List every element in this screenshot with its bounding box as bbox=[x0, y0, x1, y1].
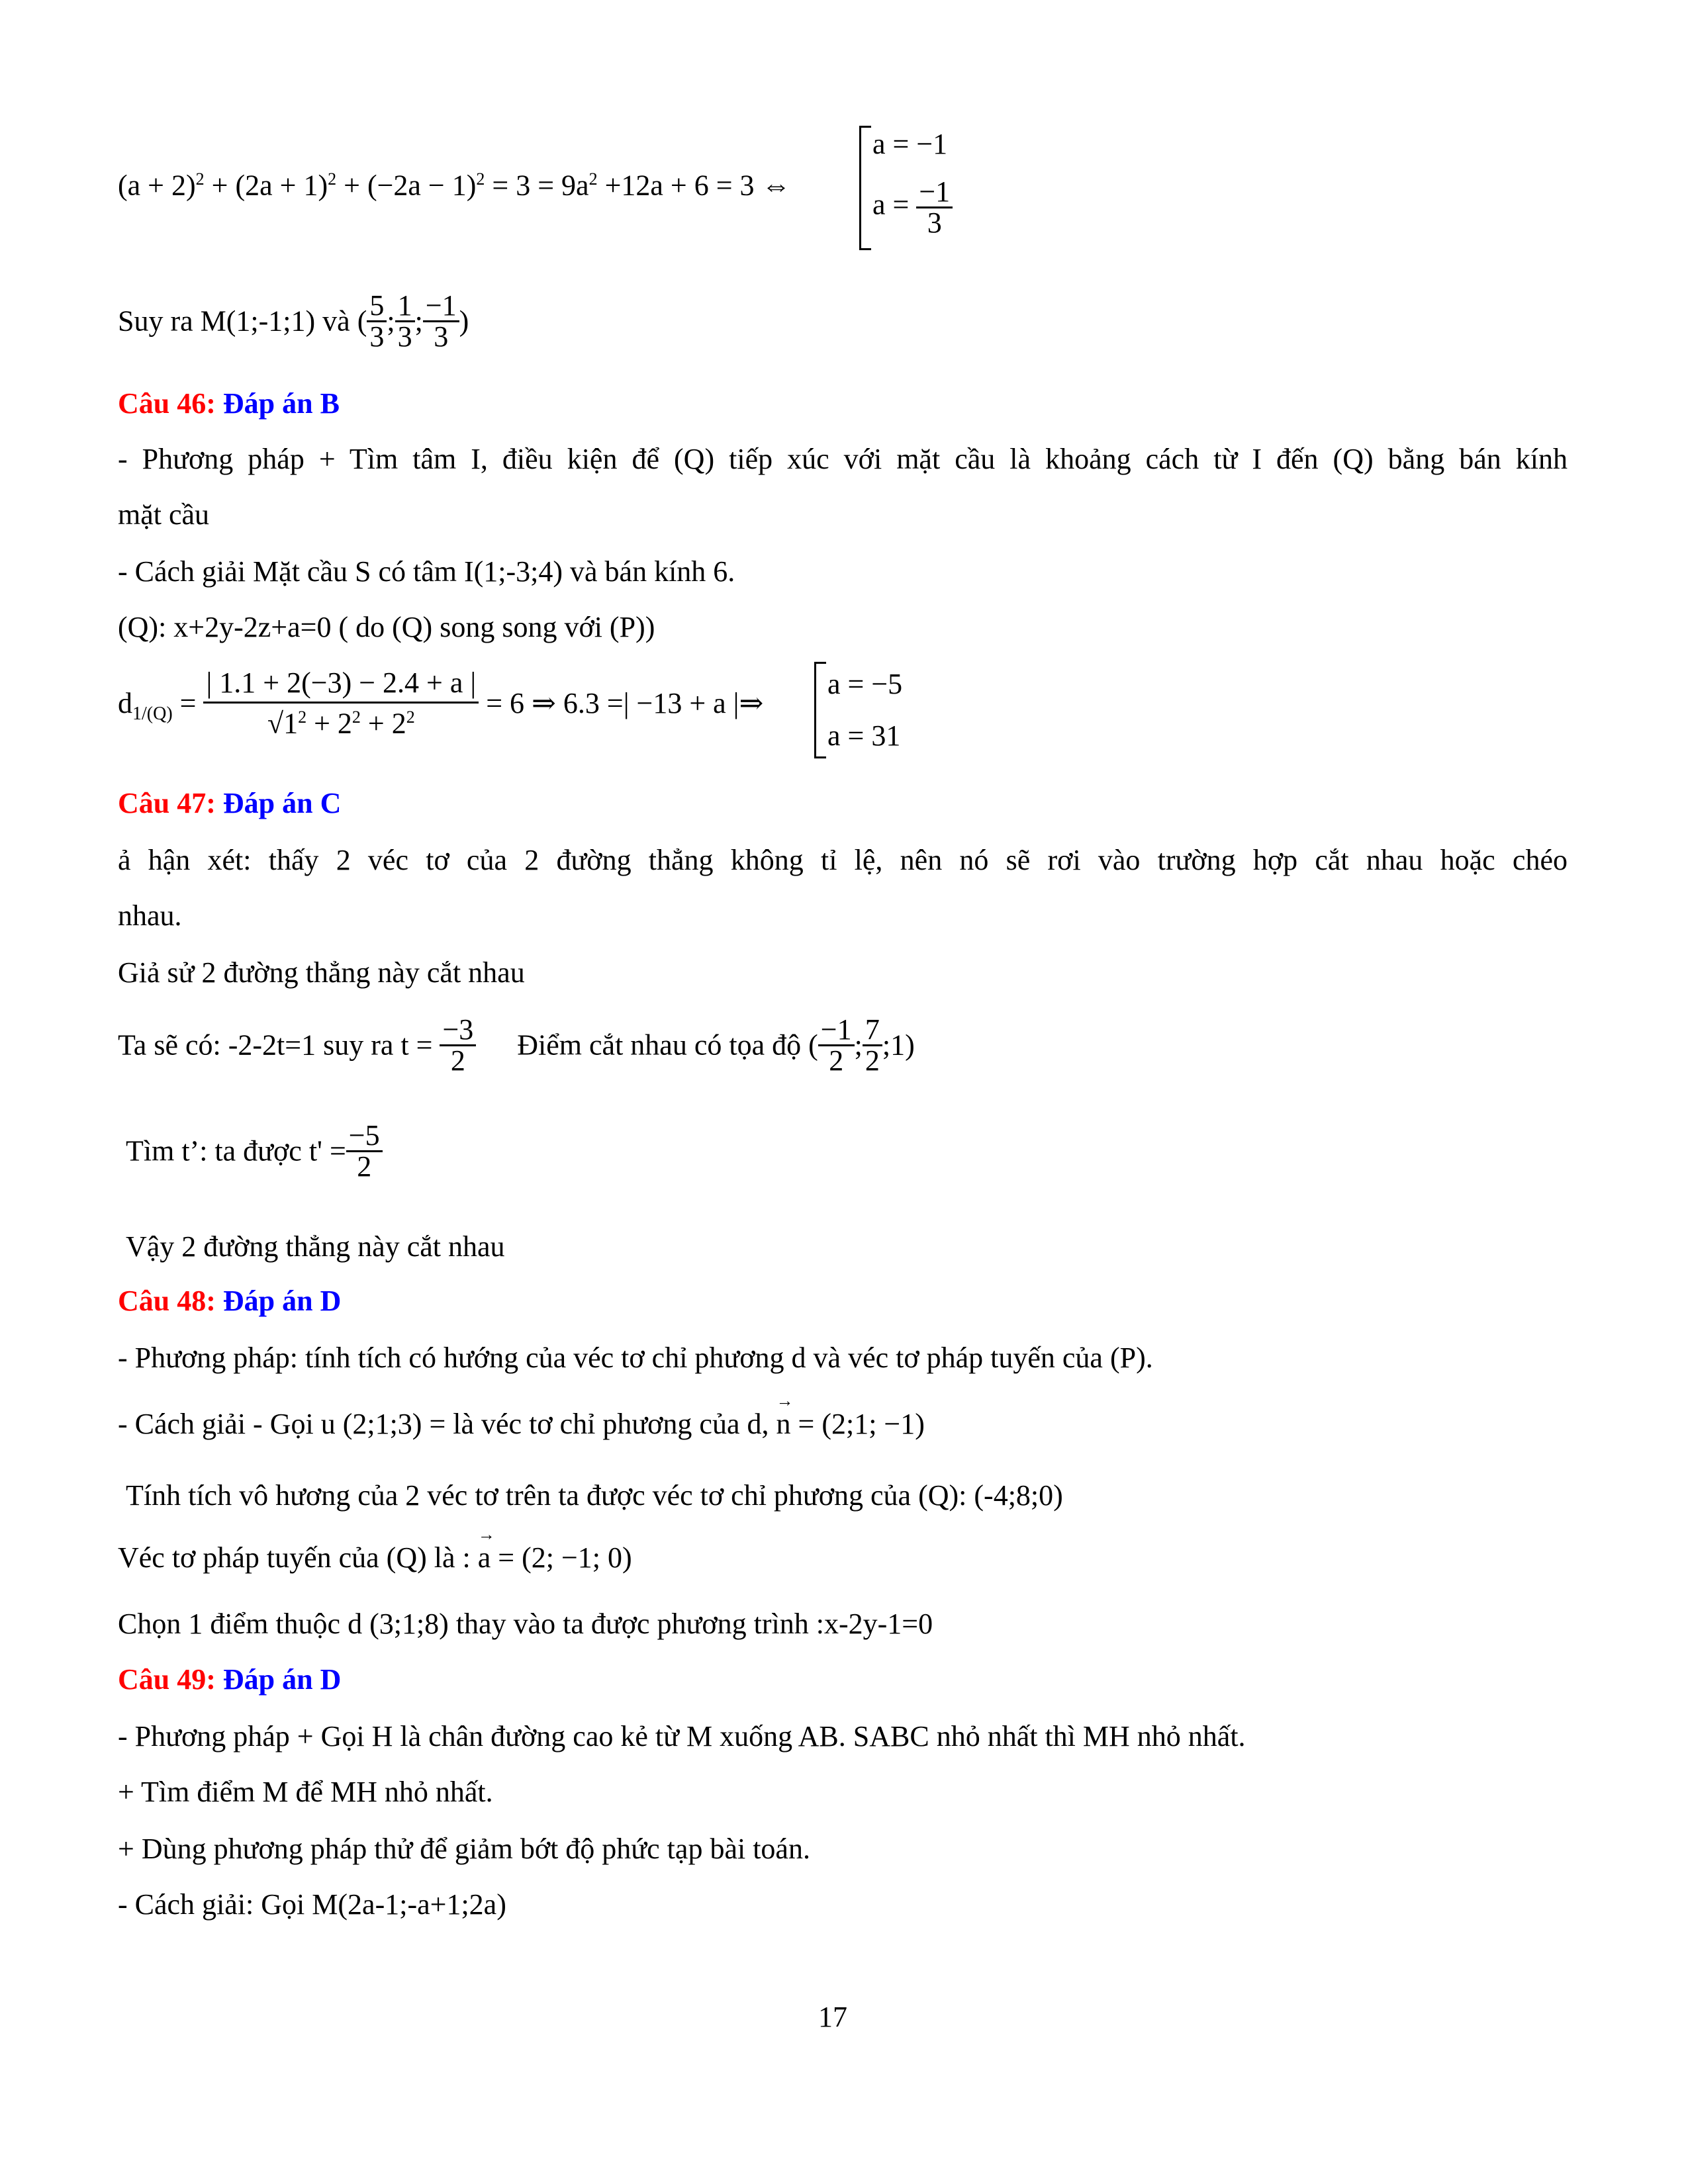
q47-line5 bbox=[126, 1121, 383, 1181]
eq1-root2-prefix: a = bbox=[872, 188, 910, 221]
q47-point-sep: ; bbox=[854, 1028, 863, 1062]
q46-answer: Đáp án B bbox=[222, 387, 340, 420]
q47-t-num: −3 bbox=[442, 1013, 474, 1046]
q46-frac bbox=[203, 668, 479, 739]
eq1-root2 bbox=[872, 177, 953, 238]
q48-line2-text: - Cách giải - Gọi u (2;1;3) = là véc tơ chỉ phương của d, bbox=[118, 1408, 769, 1440]
eq1-root2-frac bbox=[916, 177, 953, 238]
q46-frac-num: | 1.1 + 2(−3) − 2.4 + a | bbox=[206, 666, 477, 699]
q49-line1: - Phương pháp + Gọi H là chân đường cao kẻ từ M xuống AB. SABC nhỏ nhất thì MH nhỏ nhất. bbox=[118, 1720, 1246, 1752]
q46-frac-den: $√1^2 + 2^2 + 2^2$ bbox=[203, 702, 479, 739]
q46-after: = 6 ⇒ 6.3 =| −13 + a |⇒ bbox=[486, 686, 764, 719]
eq1-bracket bbox=[859, 126, 861, 250]
eq1-root2-num: −1 bbox=[919, 175, 951, 208]
suy-ra-close: ) bbox=[459, 304, 469, 338]
suy-ra-sep2: ; bbox=[414, 304, 423, 338]
q47-t-eq: t = bbox=[400, 1028, 433, 1062]
suy-ra-line bbox=[118, 291, 469, 351]
q48-label: Câu 48: bbox=[118, 1285, 216, 1317]
q49-heading bbox=[118, 1665, 341, 1694]
q46-root2: a = 31 bbox=[827, 719, 901, 752]
q47-point-text: Điểm cắt nhau có tọa độ bbox=[517, 1028, 802, 1062]
q47-p-n1: −1 bbox=[820, 1013, 852, 1046]
q47-label: Câu 47: bbox=[118, 787, 216, 819]
suy-ra-d1: 3 bbox=[367, 320, 387, 351]
eq1-sq2: 2 bbox=[328, 169, 337, 189]
q48-line1: - Phương pháp: tính tích có hướng của véc tơ chỉ phương d và véc tơ pháp tuyến của (P). bbox=[118, 1342, 1153, 1374]
q47-line3: Giả sử 2 đường thẳng này cắt nhau bbox=[118, 956, 525, 989]
suy-ra-frac2 bbox=[395, 291, 415, 351]
q46-den-3: + 2 bbox=[360, 707, 406, 740]
suy-ra-n1: 5 bbox=[369, 289, 385, 322]
suy-ra-text: Suy ra M(1;-1;1) và bbox=[118, 304, 350, 338]
q49-line4: - Cách giải: Gọi M(2a-1;-a+1;2a) bbox=[118, 1888, 506, 1921]
q46-bracket bbox=[814, 662, 816, 758]
q46-eq-sign: = bbox=[179, 686, 197, 719]
eq1-root1: a = −1 bbox=[872, 128, 948, 160]
q46-den-2: + 2 bbox=[306, 707, 352, 740]
q46-den-1: 1 bbox=[283, 707, 299, 740]
q48-answer: Đáp án D bbox=[222, 1285, 342, 1317]
eq1-sq1: 2 bbox=[195, 169, 205, 189]
eq1-mid: = 3 = 9a bbox=[485, 169, 589, 202]
equation-1 bbox=[118, 171, 791, 201]
q47-answer: Đáp án C bbox=[222, 787, 342, 819]
q49-line3: + Dùng phương pháp thử để giảm bớt độ phức tạp bài toán. bbox=[118, 1833, 810, 1865]
q47-tp-num: −5 bbox=[348, 1119, 380, 1152]
q47-point-frac2 bbox=[863, 1015, 882, 1075]
eq1-root2-den: 3 bbox=[916, 206, 953, 238]
q46-line2: mặt cầu bbox=[118, 498, 210, 531]
q47-point-open: ( bbox=[808, 1028, 818, 1062]
q47-line6: Vậy 2 đường thẳng này cắt nhau bbox=[126, 1230, 505, 1263]
eq1-term1: (a + 2) bbox=[118, 169, 196, 202]
q46-label: Câu 46: bbox=[118, 387, 216, 420]
suy-ra-d2: 3 bbox=[395, 320, 415, 351]
q49-label: Câu 49: bbox=[118, 1663, 216, 1696]
eq1-term3: + (−2a − 1) bbox=[336, 169, 477, 202]
q46-line4: (Q): x+2y-2z+a=0 ( do (Q) song song với (P)) bbox=[118, 611, 655, 643]
q47-p-n2: 7 bbox=[865, 1013, 880, 1046]
q49-line2: + Tìm điểm M để MH nhỏ nhất. bbox=[118, 1776, 493, 1808]
q47-t-frac bbox=[440, 1015, 476, 1075]
q46-heading bbox=[118, 389, 340, 418]
q47-t-den: 2 bbox=[440, 1044, 476, 1075]
q46-line1: - Phương pháp + Tìm tâm I, điều kiện để (Q) tiếp xúc với mặt cầu là khoảng cách từ I đến (Q) bằng bán kính bbox=[118, 443, 1568, 475]
eq1-sq4: 2 bbox=[588, 169, 598, 189]
suy-ra-frac3 bbox=[423, 291, 459, 351]
q48-line2-value: = (2;1; −1) bbox=[798, 1408, 925, 1440]
eq1-rest: +12a + 6 = 3 ⇔ bbox=[597, 169, 791, 202]
suy-ra-n2: 1 bbox=[397, 289, 412, 322]
q47-line4 bbox=[118, 1015, 915, 1075]
q47-heading bbox=[118, 789, 341, 818]
q48-line4-value: = (2; −1; 0) bbox=[498, 1541, 632, 1574]
q47-tp-eq: t' = bbox=[308, 1134, 346, 1167]
q48-heading bbox=[118, 1287, 341, 1316]
suy-ra-open: ( bbox=[357, 304, 367, 338]
q48-line5: Chọn 1 điểm thuộc d (3;1;8) thay vào ta được phương trình :x-2y-1=0 bbox=[118, 1608, 933, 1640]
q47-line5-text: Tìm t’: ta được bbox=[126, 1134, 302, 1167]
q48-line4-text: Véc tơ pháp tuyến của (Q) là : bbox=[118, 1541, 471, 1574]
q46-distance-eq bbox=[118, 668, 763, 739]
q47-tp-den: 2 bbox=[346, 1150, 383, 1181]
q47-line2: nhau. bbox=[118, 899, 182, 932]
suy-ra-sep1: ; bbox=[387, 304, 395, 338]
suy-ra-d3: 3 bbox=[423, 320, 459, 351]
q47-line4-text: Ta sẽ có: -2-2t=1 suy ra bbox=[118, 1028, 394, 1062]
q47-p-d1: 2 bbox=[818, 1044, 855, 1075]
q47-point-frac1 bbox=[818, 1015, 855, 1075]
q48-vector-n: → n bbox=[776, 1410, 791, 1439]
q47-line1: ả hận xét: thấy 2 véc tơ của 2 đường thẳng không tỉ lệ, nên nó sẽ rơi vào trường hợp cắt nhau hoặc chéo bbox=[118, 844, 1568, 876]
q47-p-d2: 2 bbox=[863, 1044, 882, 1075]
q49-answer: Đáp án D bbox=[222, 1663, 342, 1696]
q46-d-label: d bbox=[118, 686, 132, 719]
q46-d-sub: 1/(Q) bbox=[132, 703, 173, 724]
eq1-term2: + (2a + 1) bbox=[204, 169, 328, 202]
q48-vector-a: → a bbox=[478, 1543, 491, 1572]
suy-ra-n3: −1 bbox=[425, 289, 457, 322]
q46-line3: - Cách giải Mặt cầu S có tâm I(1;-3;4) và bán kính 6. bbox=[118, 555, 735, 588]
q46-root1: a = −5 bbox=[827, 668, 903, 700]
q48-line4 bbox=[118, 1543, 632, 1572]
eq1-sq3: 2 bbox=[476, 169, 485, 189]
q48-line2 bbox=[118, 1410, 925, 1439]
suy-ra-frac1 bbox=[367, 291, 387, 351]
q47-tp-frac bbox=[346, 1121, 383, 1181]
q47-point-tail: ;1) bbox=[882, 1028, 915, 1062]
q48-line3: Tính tích vô hương của 2 véc tơ trên ta được véc tơ chỉ phương của (Q): (-4;8;0) bbox=[126, 1479, 1063, 1512]
page-number: 17 bbox=[818, 2001, 847, 2033]
